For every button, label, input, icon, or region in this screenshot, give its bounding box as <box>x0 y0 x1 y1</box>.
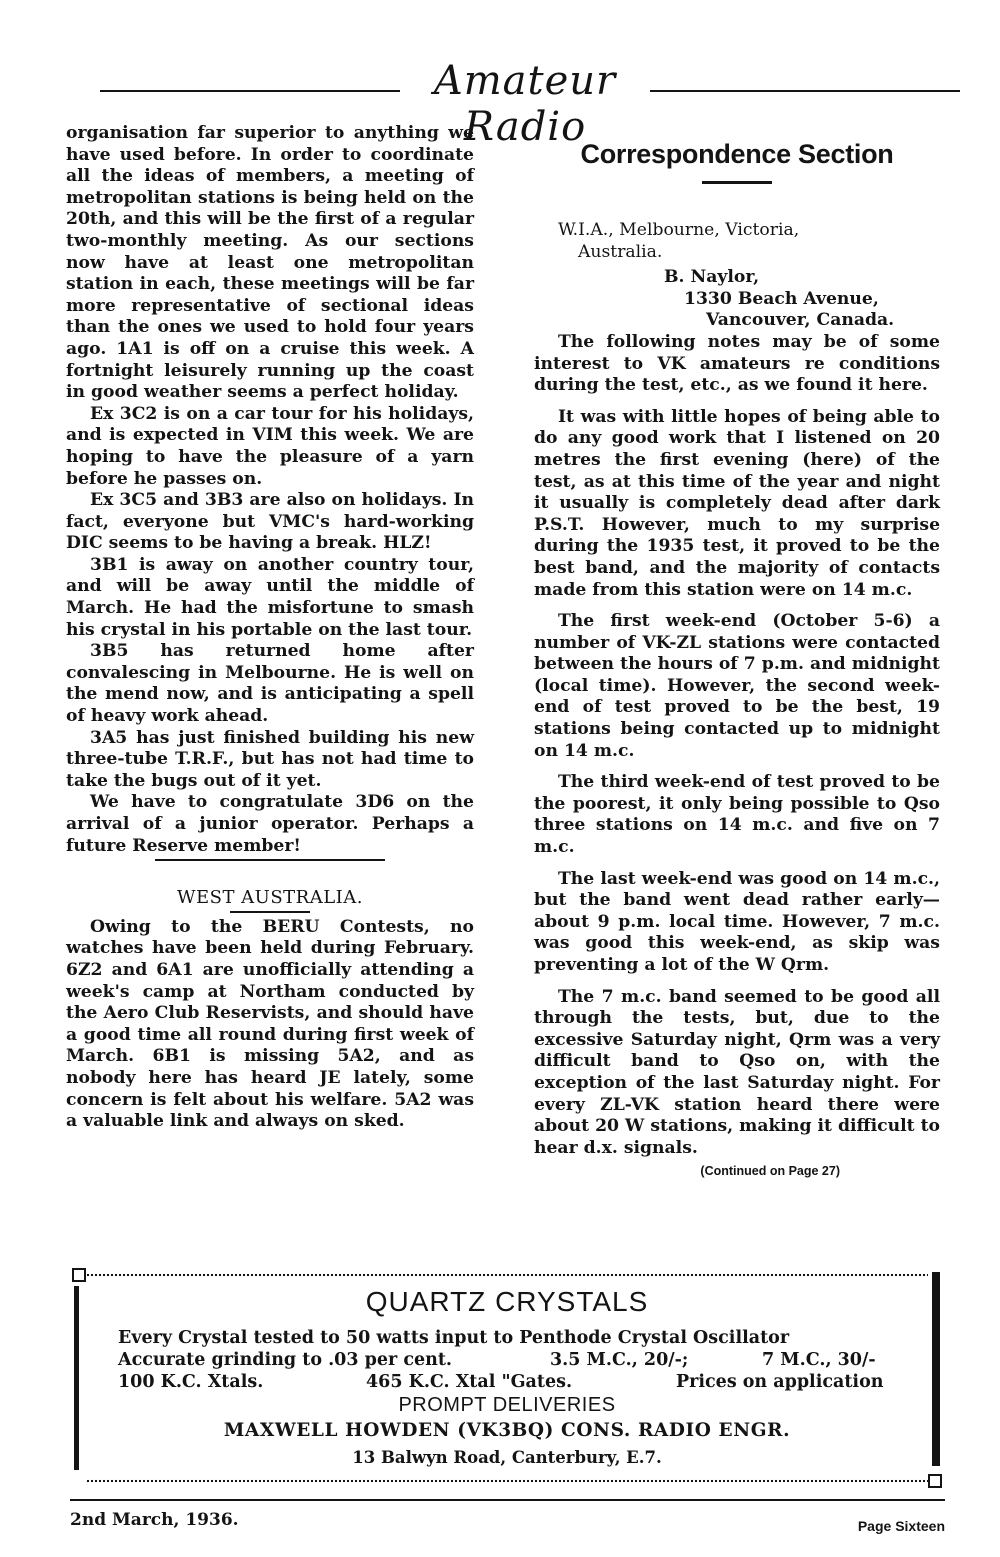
ad-line: 100 K.C. Xtals. <box>118 1372 264 1392</box>
dotted-border-bottom <box>86 1479 928 1483</box>
left-paragraph: Ex 3C2 is on a car tour for his holidays, and is expected in VIM this week. We are hoping to have the pleasure of a yarn before he passes on. <box>66 403 474 489</box>
right-paragraph: The first week-end (October 5-6) a number of VK-ZL stations were contacted between the hours of 7 p.m. and midnight (local time). However, the second week-end of test proved to be the best, 19 stations being contacted up to midnight on 14 m.c. <box>534 611 940 761</box>
address-line: Vancouver, Canada. <box>706 310 895 331</box>
continued-note: (Continued on Page 27) <box>700 1164 840 1179</box>
corner-ornament <box>72 1268 86 1282</box>
left-paragraph: 3B5 has returned home after convalescing in Melbourne. He is well on the mend now, and is anticipating a spell of heavy work ahead. <box>66 641 474 727</box>
heading-underline <box>702 181 772 184</box>
right-paragraph: The last week-end was good on 14 m.c., but the band went dead rather early—about 9 p.m. local time. However, 7 m.c. was good this week-end, as skip was preventing a lot of the W Qrm. <box>534 868 940 975</box>
ad-line: 465 K.C. Xtal "Gates. <box>366 1372 573 1392</box>
ad-line: 3.5 M.C., 20/-; <box>550 1350 689 1370</box>
left-paragraph: We have to congratulate 3D6 on the arrival of a junior operator. Perhaps a future Reserve member! <box>66 792 474 856</box>
ad-address: 13 Balwyn Road, Canterbury, E.7. <box>352 1448 662 1467</box>
right-paragraph: It was with little hopes of being able to do any good work that I listened on 20 metres the first evening (here) of the test, as at this time of the year and night it usually is completely dead after dark P.S.T. However, much to my surprise during the 1935 test, it proved to be the best band, and the majority of contacts made from this station were on 14 m.c. <box>534 406 940 600</box>
dotted-border-top <box>86 1273 928 1277</box>
ad-line: Prices on application <box>676 1372 884 1392</box>
issue-date: 2nd March, 1936. <box>70 1510 239 1530</box>
right-paragraph: The 7 m.c. band seemed to be good all through the tests, but, due to the excessive Saturday night, Qrm was a very difficult band to Qso on, with the exception of the last Saturday night. For every ZL-VK station heard there were about 20 W stations, making it difficult to hear d.x. signals. <box>534 986 940 1158</box>
address-line: B. Naylor, <box>664 267 760 288</box>
section-divider <box>155 859 385 861</box>
ad-line: Every Crystal tested to 50 watts input to Penthode Crystal Oscillator <box>118 1328 790 1348</box>
left-paragraph: organisation far superior to anything we have used before. In order to coordinate all the ideas of members, a meeting of metropolitan stations is being held on the 20th, and this will be the first of a regular two-monthly meeting. As our sections now have at least one metropolitan station in each, these meetings will be far more representative of sectional ideas than the ones we used to hold four years ago. 1A1 is off on a cruise this week. A fortnight leisurely running up the coast in good weather seems a perfect holiday. <box>66 123 474 403</box>
ad-line: Accurate grinding to .03 per cent. <box>118 1350 453 1370</box>
footer-rule <box>70 1499 945 1501</box>
heading-underline <box>230 911 310 913</box>
ad-title: QUARTZ CRYSTALS <box>365 1286 649 1317</box>
ad-line: 7 M.C., 30/- <box>762 1350 876 1370</box>
quartz-crystals-advertisement <box>72 1264 942 1492</box>
section-heading-west-australia: WEST AUSTRALIA. <box>176 887 364 909</box>
left-paragraph: 3A5 has just finished building his new three-tube T.R.F., but has not had time to take the bugs out of it yet. <box>66 727 474 791</box>
masthead-title: Amateur Radio <box>433 58 617 150</box>
masthead-rule-right <box>650 90 960 92</box>
address-line: 1330 Beach Avenue, <box>684 288 879 309</box>
masthead-rule-left <box>100 90 400 92</box>
right-paragraph: The third week-end of test proved to be the poorest, it only being possible to Qso three stations on 14 m.c. and five on 7 m.c. <box>534 772 940 858</box>
left-paragraph: Ex 3C5 and 3B3 are also on holidays. In fact, everyone but VMC's hard-working DIC seems to be having a break. HLZ! <box>66 490 474 554</box>
ad-prompt-deliveries: PROMPT DELIVERIES <box>398 1394 616 1416</box>
right-paragraph: The following notes may be of some interest to VK amateurs re conditions during the test, etc., as we found it here. <box>534 331 940 396</box>
address-line: Australia. <box>578 241 663 262</box>
left-paragraph: 3B1 is away on another country tour, and will be away until the middle of March. He had the misfortune to smash his crystal in his portable on the last tour. <box>66 554 474 640</box>
right-column <box>534 137 940 1183</box>
ad-business-name: MAXWELL HOWDEN (VK3BQ) CONS. RADIO ENGR. <box>223 1420 791 1441</box>
correspondence-heading: Correspondence Section <box>580 139 894 169</box>
page-number: Page Sixteen <box>857 1518 945 1534</box>
left-column <box>66 123 474 1133</box>
left-paragraph: Owing to the BERU Contests, no watches have been held during February. 6Z2 and 6A1 are unofficially attending a week's camp at Northam conducted by the Aero Club Reservists, and should have a good time all round during first week of March. 6B1 is missing 5A2, and as nobody here has heard JE lately, some concern is felt about his welfare. 5A2 was a valuable link and always on sked. <box>66 916 474 1132</box>
corner-ornament <box>928 1474 942 1488</box>
masthead <box>100 58 960 150</box>
address-line: W.I.A., Melbourne, Victoria, <box>558 220 800 240</box>
